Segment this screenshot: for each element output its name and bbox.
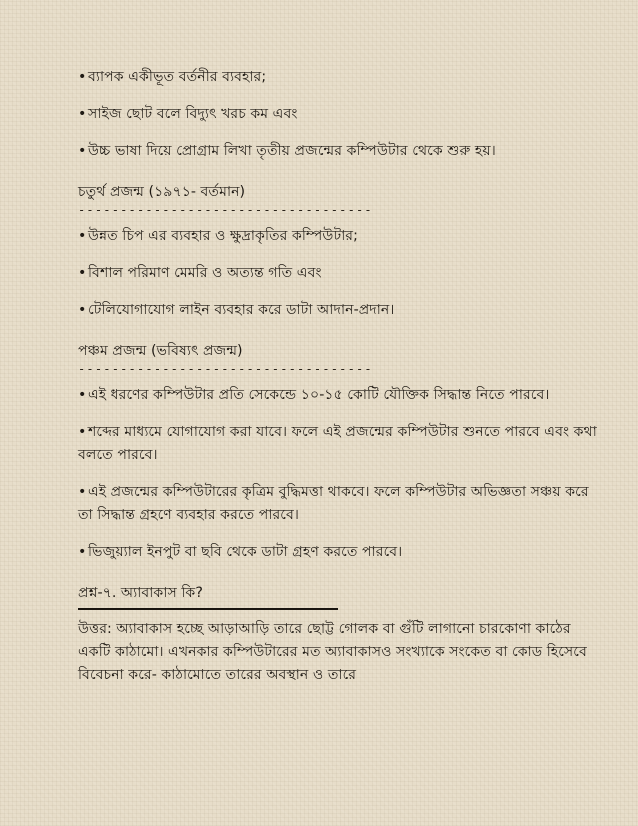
list-item-text: বিশাল পরিমাণ মেমরি ও অত্যন্ত গতি এবং [88, 265, 322, 281]
list-item-text: ভিজুয়্যাল ইনপুট বা ছবি থেকে ডাটা গ্রহণ করতে পারবে। [88, 544, 403, 560]
list-item-text: টেলিযোগাযোগ লাইন ব্যবহার করে ডাটা আদান-প্রদান। [88, 302, 395, 318]
bullet-icon: • [78, 424, 87, 440]
list-item [78, 66, 598, 89]
list-item-text: উচ্চ ভাষা দিয়ে প্রোগ্রাম লিখা তৃতীয় প্রজন্মের কম্পিউটার থেকে শুরু হয়। [88, 143, 496, 159]
list-item-text: ব্যাপক একীভূত বর্তনীর ব্যবহার; [88, 69, 267, 85]
list-item [78, 384, 598, 407]
list-item-text: শব্দের মাধ্যমে যোগাযোগ করা যাবে। ফলে এই প্রজন্মের কম্পিউটার শুনতে পারবে এবং কথা বলতে পারবে। [78, 424, 597, 463]
list-item [78, 103, 598, 126]
list-item-text: উন্নত চিপ এর ব্যবহার ও ক্ষুদ্রাকৃতির কম্পিউটার; [88, 228, 358, 244]
list-item-text: সাইজ ছোট বলে বিদ্যুৎ খরচ কম এবং [88, 106, 298, 122]
list-item [78, 541, 598, 564]
bullet-icon: • [78, 387, 87, 403]
answer-paragraph: উত্তর: অ্যাবাকাস হচ্ছে আড়াআড়ি তারে ছোট্ট গোলক বা গুঁটি লাগানো চারকোণা কাঠের একটি কাঠামো। এখনকার কম্পিউটারের মত অ্যাবাকাসও সংখ্যাকে সংকেত বা কোড হিসেবে বিবেচনা করে- কাঠামোতে তারের অবস্থান ও তারে [78, 621, 587, 683]
list-item [78, 421, 598, 467]
list-item [78, 140, 598, 163]
bullet-icon: • [78, 484, 87, 500]
bullet-icon: • [78, 265, 87, 281]
bullet-icon: • [78, 106, 87, 122]
section-heading-fifth-generation: পঞ্চম প্রজন্ম (ভবিষ্যৎ প্রজন্ম) [78, 343, 243, 359]
bullet-icon: • [78, 143, 87, 159]
bullet-icon: • [78, 69, 87, 85]
document-page [78, 66, 598, 687]
list-item-text: এই ধরণের কম্পিউটার প্রতি সেকেন্ডে ১০-১৫ কোটি যৌক্তিক সিদ্ধান্ত নিতে পারবে। [88, 387, 550, 403]
bullet-icon: • [78, 302, 87, 318]
bullet-icon: • [78, 544, 87, 560]
list-item-text: এই প্রজন্মের কম্পিউটারের কৃত্রিম বুদ্ধিমত্তা থাকবে। ফলে কম্পিউটার অভিজ্ঞতা সঞ্চয় করে তা সিদ্ধান্ত গ্রহণে ব্যবহার করতে পারবে। [78, 484, 589, 523]
list-item [78, 262, 598, 285]
list-item [78, 225, 598, 248]
dashed-divider: ----------------------------------- [78, 203, 373, 217]
heading-underline [78, 608, 338, 610]
list-item [78, 299, 598, 322]
question-title: প্রশ্ন-৭. অ্যাবাকাস কি? [78, 585, 203, 601]
list-item [78, 481, 598, 527]
section-heading-fourth-generation: চতুর্থ প্রজন্ম (১৯৭১- বর্তমান) [78, 184, 246, 200]
bullet-icon: • [78, 228, 87, 244]
dashed-divider: ----------------------------------- [78, 362, 373, 376]
